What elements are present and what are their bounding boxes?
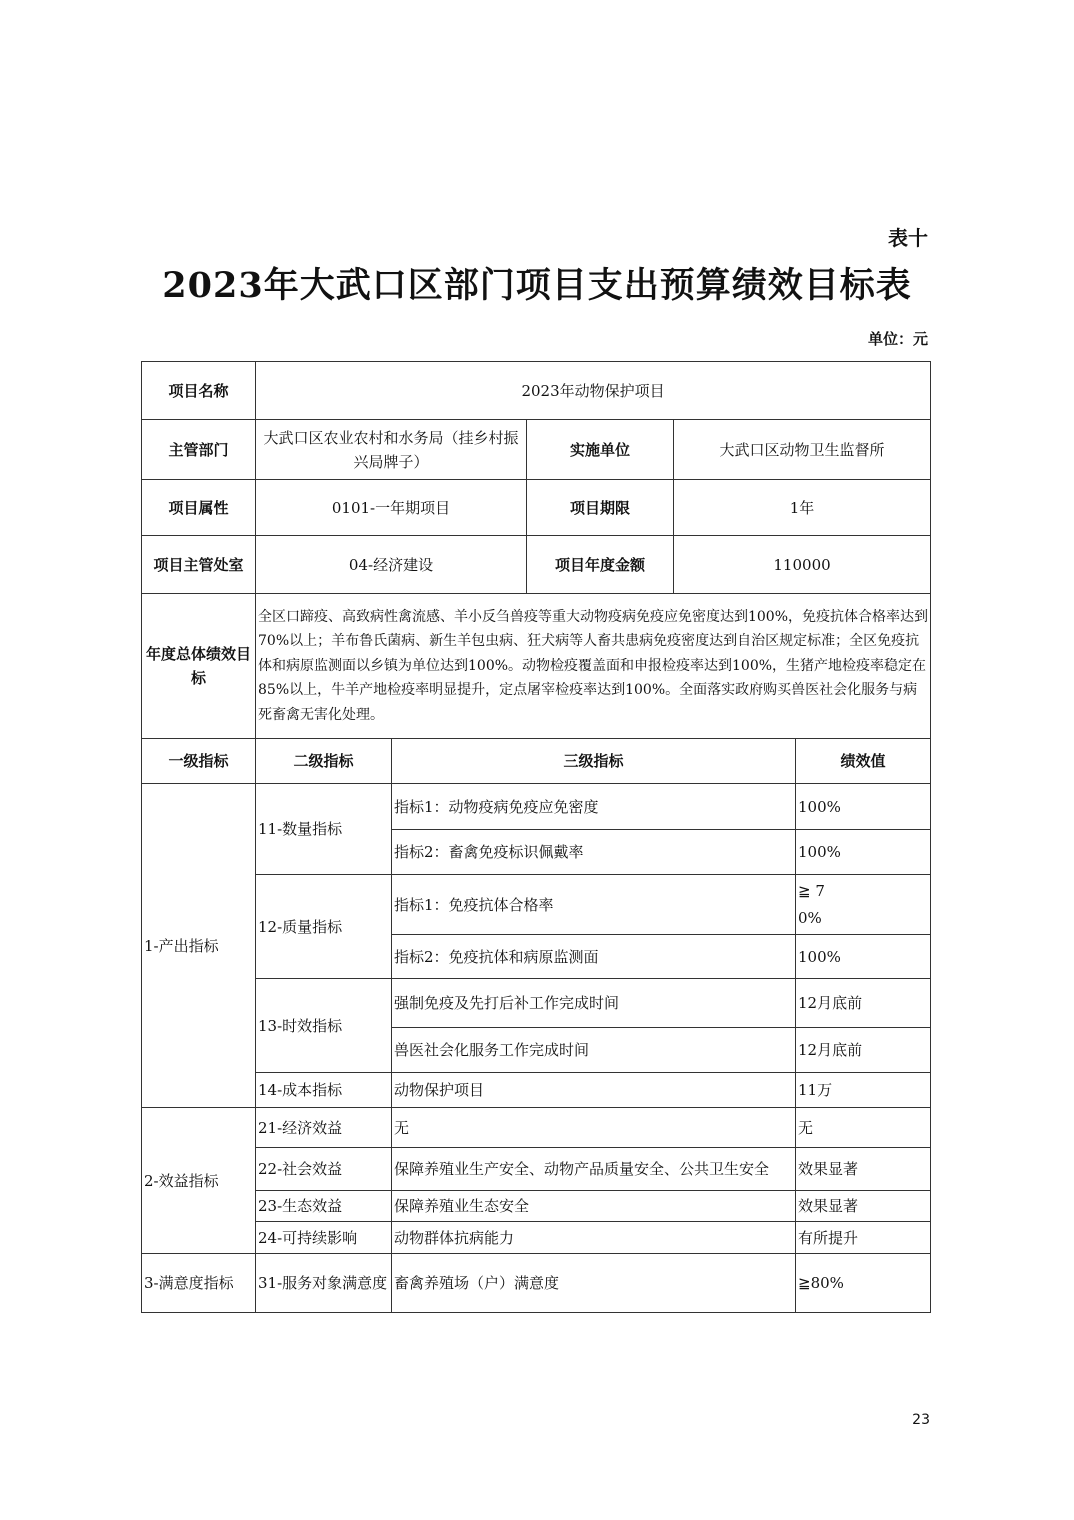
office-value: 04-经济建设 [256,536,527,594]
header-level3: 三级指标 [392,739,796,784]
goal-label: 年度总体绩效目标 [142,594,256,739]
indicator-cell: 畜禽养殖场（户）满意度 [392,1254,796,1313]
header-level1: 一级指标 [142,739,256,784]
indicator-cell: 指标2：畜禽免疫标识佩戴率 [392,830,796,875]
table-row [142,1108,931,1148]
indicator-cell: 指标1：动物疫病免疫应免密度 [392,784,796,830]
table-row [142,1222,931,1254]
indicator-cell: 指标1：免疫抗体合格率 [392,875,796,935]
table-row [142,1148,931,1191]
unit-label: 单位：元 [867,330,928,348]
indicator-cell: 动物群体抗病能力 [392,1222,796,1254]
project-name-value: 2023年动物保护项目 [256,362,931,420]
value-cell: ≧80% [796,1254,931,1313]
impl-value: 大武口区动物卫生监督所 [674,420,931,480]
amount-value: 110000 [674,536,931,594]
group-output: 1-产出指标 [142,784,256,1108]
sub-ecological: 23-生态效益 [256,1191,392,1222]
header-value: 绩效值 [796,739,931,784]
value-cell: 100% [796,830,931,875]
sub-quantity: 11-数量指标 [256,784,392,875]
table-row [142,1254,931,1313]
sub-quality: 12-质量指标 [256,875,392,979]
sub-sustainable: 24-可持续影响 [256,1222,392,1254]
group-benefit: 2-效益指标 [142,1108,256,1254]
header-level2: 二级指标 [256,739,392,784]
table-row [142,875,931,935]
dept-label: 主管部门 [142,420,256,480]
page-title: 2023年大武口区部门项目支出预算绩效目标表 [162,265,912,306]
value-cell: 100% [796,784,931,830]
value-cell: 11万 [796,1073,931,1108]
project-name-label: 项目名称 [142,362,256,420]
indicator-cell: 强制免疫及先打后补工作完成时间 [392,979,796,1028]
value-cell: 12月底前 [796,979,931,1028]
amount-label: 项目年度金额 [527,536,674,594]
goal-value: 全区口蹄疫、高致病性禽流感、羊小反刍兽疫等重大动物疫病免疫应免密度达到100%，免疫抗体合格率达到70%以上；羊布鲁氏菌病、新生羊包虫病、狂犬病等人畜共患病免疫密度达到自治区规定标准；全区免疫抗体和病原监测面以乡镇为单位达到100%。动物检疫覆盖面和申报检疫率达到100%，生猪产地检疫率稳定在85%以上，牛羊产地检疫率明显提升，定点屠宰检疫率达到100%。全面落实政府购买兽医社会化服务与病死畜禽无害化处理。 [256,594,931,739]
table-number: 表十 [888,226,928,250]
indicator-cell: 保障养殖业生态安全 [392,1191,796,1222]
table-row [142,784,931,830]
page-number: 23 [912,1412,930,1428]
indicator-cell: 无 [392,1108,796,1148]
performance-target-table [141,361,931,1313]
table-row [142,1073,931,1108]
indicator-cell: 兽医社会化服务工作完成时间 [392,1028,796,1073]
table-row [142,979,931,1028]
sub-cost: 14-成本指标 [256,1073,392,1108]
sub-service-satisfaction: 31-服务对象满意度 [256,1254,392,1313]
value-cell: 有所提升 [796,1222,931,1254]
sub-timeliness: 13-时效指标 [256,979,392,1073]
dept-value: 大武口区农业农村和水务局（挂乡村振兴局牌子） [256,420,527,480]
office-label: 项目主管处室 [142,536,256,594]
sub-social: 22-社会效益 [256,1148,392,1191]
impl-label: 实施单位 [527,420,674,480]
value-cell: 效果显著 [796,1148,931,1191]
period-label: 项目期限 [527,480,674,536]
attr-value: 0101-一年期项目 [256,480,527,536]
value-cell: 效果显著 [796,1191,931,1222]
value-cell: 无 [796,1108,931,1148]
indicator-cell: 保障养殖业生产安全、动物产品质量安全、公共卫生安全 [392,1148,796,1191]
value-cell: 100% [796,935,931,979]
group-satisfaction: 3-满意度指标 [142,1254,256,1313]
attr-label: 项目属性 [142,480,256,536]
value-cell: ≧ 70% [796,875,931,935]
table-row [142,1191,931,1222]
indicator-cell: 指标2：免疫抗体和病原监测面 [392,935,796,979]
period-value: 1年 [674,480,931,536]
sub-economic: 21-经济效益 [256,1108,392,1148]
value-cell: 12月底前 [796,1028,931,1073]
indicator-cell: 动物保护项目 [392,1073,796,1108]
